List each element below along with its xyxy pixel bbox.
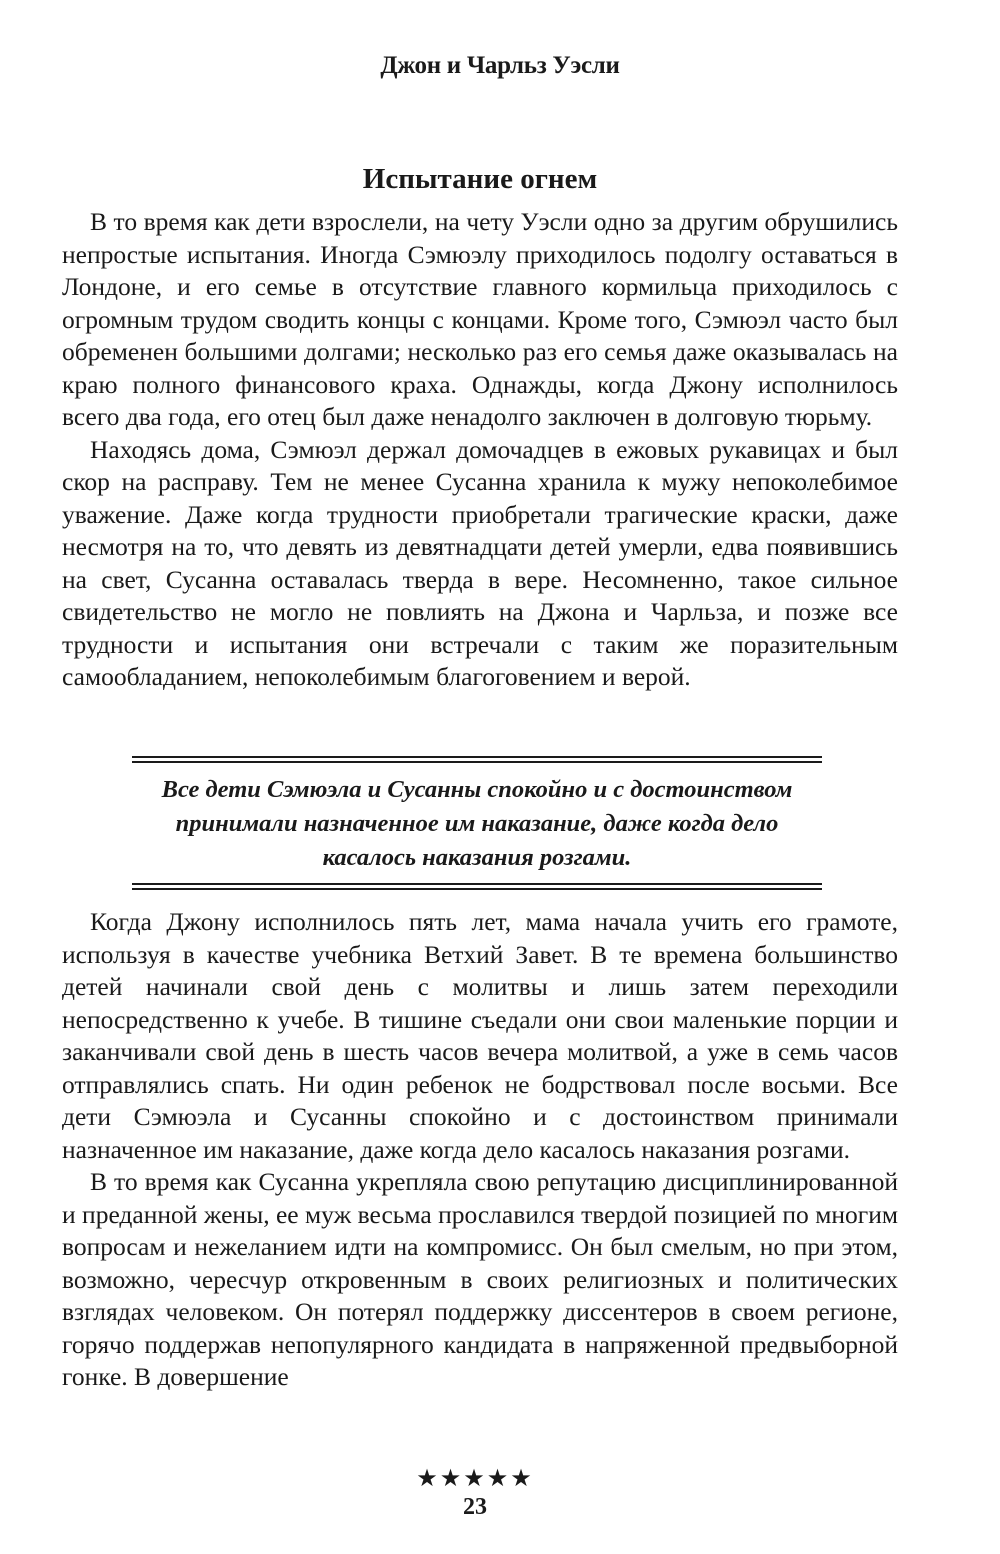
star-ornament: ★★★★★: [416, 1466, 534, 1492]
pull-quote-text: [132, 763, 822, 883]
pull-quote-bottom-rule: [132, 883, 822, 890]
pull-quote-line: принимали назначенное им наказание, даже когда дело: [175, 810, 779, 837]
section-title: Испытание огнем: [362, 163, 598, 195]
pull-quote-line: Все дети Сэмюэла и Сусанны спокойно и с достоинством: [161, 776, 793, 803]
pull-quote-line: касалось наказания розгами.: [322, 844, 632, 871]
pull-quote-top-rule: [132, 756, 822, 763]
pull-quote: [132, 756, 822, 890]
paragraph: В то время как Сусанна укрепляла свою репутацию дисциплинированной и преданной жены, ее муж весьма прославился твердой позицией по многим вопросам и нежеланием идти на компромисс. Он был смелым, но при этом, возможно, чересчур откровенным в своих религиозных и политических взглядах человеком. Он потерял поддержку диссентеров в своем регионе, горячо поддержав непопулярного кандидата в напряженной предвыборной гонке. В довершение: [62, 1167, 898, 1391]
body-text-top: [62, 206, 898, 694]
body-text-bottom: [62, 906, 898, 1394]
running-header: Джон и Чарльз Уэсли: [380, 52, 620, 79]
paragraph: В то время как дети взрослели, на чету Уэсли одно за другим обрушились непростые испытания. Иногда Сэмюэлу приходилось подолгу оставаться в Лондоне, и его семье в отсутствие главного кормильца приходилось с огромным трудом сводить концы с концами. Кроме того, Сэмюэл часто был обременен большими долгами; несколько раз его семья даже оказывалась на краю полного финансового краха. Однажды, когда Джону исполнилось всего два года, его отец был даже ненадолго заключен в долговую тюрьму.: [62, 207, 898, 431]
paragraph: Находясь дома, Сэмюэл держал домочадцев в ежовых рукавицах и был скор на расправу. Тем не менее Сусанна хранила к мужу непоколебимое уважение. Даже когда трудности приобретали трагические краски, даже несмотря на то, что девять из девятнадцати детей умерли, едва появившись на свет, Сусанна оставалась тверда в вере. Несомненно, такое сильное свидетельство не могло не повлиять на Джона и Чарльза, и позже все трудности и испытания они встречали с таким же поразительным самообладанием, непоколебимым благоговением и верой.: [62, 434, 898, 691]
page-number: 23: [463, 1494, 487, 1520]
paragraph: Когда Джону исполнилось пять лет, мама начала учить его грамоте, используя в качестве учебника Ветхий Завет. В те времена большинство детей начинали свой день с молитвы и лишь затем переходили непосредственно к учебе. В тишине съедали они свои маленькие порции и заканчивали свой день в шесть часов вечера молитвой, а уже в семь часов отправлялись спать. Ни один ребенок не бодрствовал после восьми. Все дети Сэмюэла и Сусанны спокойно и с достоинством принимали назначенное им наказание, даже когда дело касалось наказания розгами.: [62, 907, 898, 1164]
